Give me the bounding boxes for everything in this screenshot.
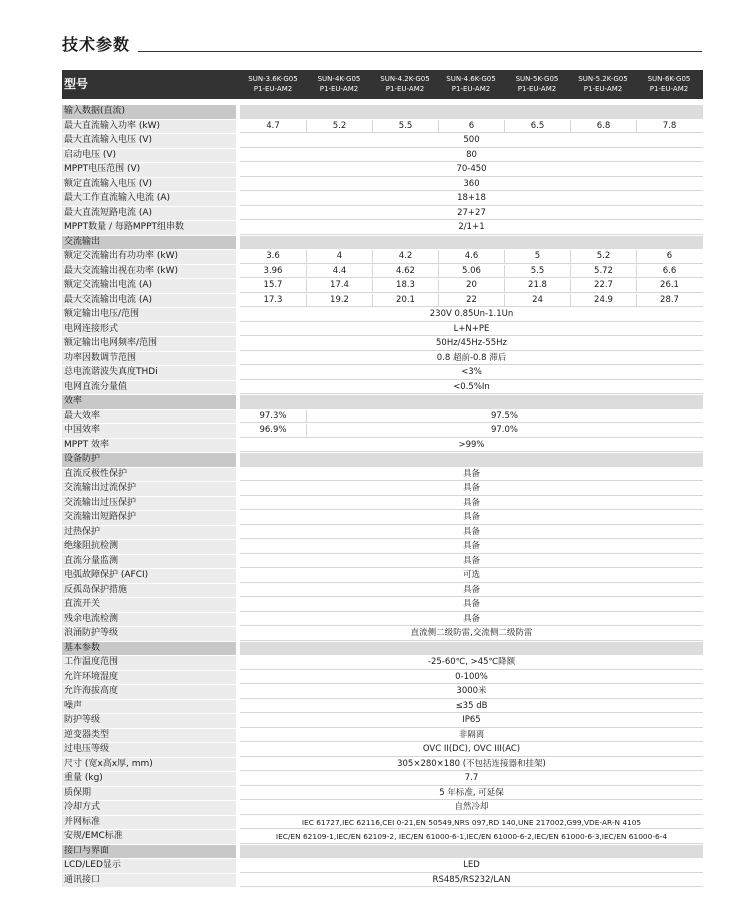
value-cells [240,163,703,177]
parameter-label: 残余电流检测 [62,613,240,627]
parameter-label: 绝缘阻抗检测 [62,540,240,554]
value-cells [240,613,703,627]
value-cell: 50Hz/45Hz-55Hz [436,338,507,348]
value-cells [240,134,703,148]
value-cell: 20.1 [372,294,438,307]
model-name-line: P1-EU-AM2 [319,85,359,93]
parameter-label: 交流输出过流保护 [62,482,240,496]
value-cells [240,265,703,279]
table-row [62,671,703,686]
parameter-label: 电网直流分量值 [62,381,240,395]
value-cell: IEC 61727,IEC 62116,CEI 0-21,EN 50549,NRS 097,RD 140,UNE 217002,G99,VDE-AR-N 4105 [301,817,642,827]
value-cells [240,207,703,221]
parameter-label: 交流输出过压保护 [62,497,240,511]
parameter-label: MPPT 效率 [62,439,240,453]
value-cell: 3000米 [456,686,487,696]
model-column-header [306,70,372,99]
table-row [62,308,703,323]
value-cells [240,830,703,844]
table-row [62,511,703,526]
table-row [62,381,703,396]
parameter-label: MPPT电压范围 (V) [62,163,240,177]
value-cell: 具备 [462,512,480,522]
parameter-label: 额定交流输出电流 (A) [62,279,240,293]
parameter-label: 过热保护 [62,526,240,540]
value-cell: 直流侧二级防雷,交流侧二级防雷 [410,628,533,638]
value-cell: ≤35 dB [455,700,488,711]
model-name-line: P1-EU-AM2 [253,85,293,93]
section-title: 输入数据(直流) [62,105,240,119]
table-row [62,163,703,178]
value-cell: 0.8 超前-0.8 滞后 [436,352,507,363]
model-name-line: SUN-5.2K-G05 [578,75,628,83]
model-name-line: P1-EU-AM2 [583,85,623,93]
table-row [62,265,703,280]
table-row [62,323,703,338]
value-cells [240,424,703,438]
parameter-label: 额定输出电压/范围 [62,308,240,322]
model-column-header [570,70,636,99]
value-cells [240,192,703,206]
value-cells [240,323,703,337]
parameter-label: LCD/LED显示 [62,859,240,873]
parameter-label: 安规/EMC标准 [62,830,240,844]
table-row [62,584,703,599]
parameter-label: 总电流谐波失真度THDi [62,366,240,380]
table-body [62,105,703,888]
value-cell: 5.72 [570,265,636,278]
parameter-label: 最大工作直流输入电流 (A) [62,192,240,206]
value-cells [240,236,703,250]
value-cells [240,221,703,235]
value-cells [240,439,703,453]
value-cell: 具备 [462,468,480,479]
table-row [62,729,703,744]
table-row [62,279,703,294]
value-cell: <3% [461,367,482,377]
value-cells [240,366,703,380]
value-cells [240,671,703,685]
model-column-header [372,70,438,99]
value-cells [240,758,703,772]
model-name-line: SUN-6K-G05 [647,75,691,83]
value-cell: 230V 0.85Un-1.1Un [429,309,514,319]
table-row [62,526,703,541]
value-cells [240,627,703,641]
value-cell: 4.6 [438,250,504,263]
value-cells [240,845,703,859]
value-cell: 4.2 [372,250,438,263]
value-cells [240,120,703,134]
value-cell: 19.2 [306,294,372,307]
parameter-label: 允许环境湿度 [62,671,240,685]
parameter-label: 过电压等级 [62,743,240,757]
page-title: 技术参数 [62,35,138,55]
table-row [62,700,703,715]
parameter-label: 尺寸 (宽x高x厚, mm) [62,758,240,772]
value-cells [240,105,703,119]
value-cells [240,149,703,163]
value-cell: IEC/EN 62109-1,IEC/EN 62109-2, IEC/EN 61000-6-1,IEC/EN 61000-6-2,IEC/EN 61000-6-3,IEC/EN 61000-6-4 [275,832,668,841]
value-cell: 96.9% [259,425,287,435]
value-cell: 自然冷却 [454,802,489,812]
value-cells [240,642,703,656]
value-cell: 4.4 [306,265,372,278]
value-cell: 500 [463,135,480,145]
value-cell: 具备 [462,584,480,595]
table-row [62,859,703,874]
parameter-label: 逆变器类型 [62,729,240,743]
value-cell: 17.3 [263,294,283,305]
value-cells [240,511,703,525]
model-column-header [504,70,570,99]
table-row [62,816,703,831]
value-cell: <0.5%In [453,381,490,392]
value-cells [240,801,703,815]
table-row [62,656,703,671]
value-cell: >99% [458,439,485,450]
parameter-label: 最大交流输出视在功率 (kW) [62,265,240,279]
parameter-label: 直流开关 [62,598,240,612]
value-cell: 80 [466,149,477,160]
table-row [62,497,703,512]
model-name-line: P1-EU-AM2 [451,85,491,93]
model-name-line: P1-EU-AM2 [385,85,425,93]
table-row [62,178,703,193]
value-cells [240,540,703,554]
value-cells [240,279,703,293]
title-underline [62,51,702,52]
value-cell: 97.0% [306,424,702,437]
value-cells [240,584,703,598]
model-name-line: SUN-4K-G05 [317,75,361,83]
table-row [62,352,703,367]
value-cell: 7.7 [464,773,479,783]
value-cell: 28.7 [636,294,702,307]
value-cells [240,453,703,467]
model-name-line: P1-EU-AM2 [517,85,557,93]
table-row [62,714,703,729]
table-row [62,424,703,439]
section-title: 交流输出 [62,236,240,250]
value-cells [240,816,703,830]
value-cell: L+N+PE [453,323,490,334]
model-name-line: SUN-5K-G05 [515,75,559,83]
section-header-row [62,395,703,410]
parameter-label: 工作温度范围 [62,656,240,670]
value-cell: 具备 [462,599,480,609]
table-row [62,743,703,758]
value-cells [240,685,703,699]
value-cell: 5 年标准, 可延保 [439,787,504,798]
value-cell: 27+27 [457,207,486,218]
value-cells [240,337,703,351]
parameter-label: 启动电压 (V) [62,149,240,163]
table-row [62,250,703,265]
section-header-row [62,642,703,657]
value-cells [240,381,703,395]
model-column-header [240,70,306,99]
parameter-label: MPPT数量 / 每路MPPT组串数 [62,221,240,235]
table-row [62,801,703,816]
value-cell: IP65 [462,715,481,725]
value-cells [240,874,703,888]
parameter-label: 最大直流短路电流 (A) [62,207,240,221]
parameter-label: 额定直流输入电压 (V) [62,178,240,192]
parameter-label: 防护等级 [62,714,240,728]
value-cell: 97.3% [259,410,287,421]
value-cell: 具备 [462,483,480,493]
table-row [62,294,703,309]
spec-table [62,70,703,888]
table-row [62,366,703,381]
value-cell: 22.7 [570,279,636,292]
value-cell: 5.5 [372,120,438,133]
value-cells [240,294,703,308]
value-cells [240,526,703,540]
value-cells [240,598,703,612]
value-cell: 4.62 [372,265,438,278]
value-cells [240,178,703,192]
table-header [62,70,703,99]
table-row [62,613,703,628]
table-row [62,120,703,135]
parameter-label: 直流分量监测 [62,555,240,569]
value-cell: 具备 [462,555,480,566]
parameter-label: 反孤岛保护措施 [62,584,240,598]
table-row [62,830,703,845]
value-cell: 21.8 [504,279,570,292]
value-cells [240,352,703,366]
value-cell: 17.4 [306,279,372,292]
value-cell: 具备 [462,497,480,508]
value-cell: 可选 [462,570,480,580]
value-cell: OVC II(DC), OVC III(AC) [422,744,521,754]
value-cells [240,569,703,583]
table-row [62,337,703,352]
value-cells [240,308,703,322]
value-cells [240,656,703,670]
table-row [62,192,703,207]
parameter-label: 直流反极性保护 [62,468,240,482]
table-row [62,149,703,164]
value-cells [240,729,703,743]
value-cell: 15.7 [263,280,283,290]
table-row [62,598,703,613]
value-cell: 6 [636,250,702,263]
section-header-row [62,845,703,860]
model-column-header [438,70,504,99]
parameter-label: 最大直流输入功率 (kW) [62,120,240,134]
parameter-label: 允许海拔高度 [62,685,240,699]
value-cells [240,555,703,569]
table-row [62,468,703,483]
value-cells [240,787,703,801]
value-cell: 具备 [462,526,480,537]
value-cells [240,859,703,873]
parameter-label: 电网连接形式 [62,323,240,337]
value-cell: 305×280×180 (不包括连接器和挂架) [397,758,546,769]
section-title: 设备防护 [62,453,240,467]
value-cell: 非隔离 [458,729,485,740]
table-row [62,439,703,454]
parameter-label: 中国效率 [62,424,240,438]
value-cell: 18+18 [457,193,486,203]
value-cell: 具备 [462,613,480,624]
table-row [62,134,703,149]
value-cells [240,410,703,424]
parameter-label: 浪涌防护等级 [62,627,240,641]
value-cell: 6.5 [504,120,570,133]
table-row [62,569,703,584]
table-row [62,772,703,787]
value-cells [240,772,703,786]
value-cells [240,482,703,496]
parameter-label: 冷却方式 [62,801,240,815]
value-cell: 97.5% [306,410,702,423]
value-cell: 70-450 [456,164,487,174]
value-cell: RS485/RS232/LAN [432,874,511,885]
parameter-label: 最大直流输入电压 (V) [62,134,240,148]
title-area [62,35,702,55]
parameter-label: 电弧故障保护 (AFCI) [62,569,240,583]
value-cell: 5.2 [570,250,636,263]
model-name-line: SUN-3.6K-G05 [248,75,298,83]
parameter-label: 噪声 [62,700,240,714]
value-cells [240,743,703,757]
value-cell: 6.6 [636,265,702,278]
value-cell: 4.7 [266,120,280,131]
value-cell: 24.9 [570,294,636,307]
value-cells [240,497,703,511]
model-name-line: P1-EU-AM2 [649,85,689,93]
value-cell: 5 [504,250,570,263]
value-cell: 5.2 [306,120,372,133]
value-cell: 0-100% [455,671,488,682]
value-cell: 22 [438,294,504,307]
table-row [62,627,703,642]
table-row [62,410,703,425]
value-cells [240,700,703,714]
table-row [62,555,703,570]
model-name-line: SUN-4.6K-G05 [446,75,496,83]
value-cell: 具备 [462,541,480,551]
parameter-label: 最大交流输出电流 (A) [62,294,240,308]
model-column-header [636,70,702,99]
section-header-row [62,453,703,468]
table-row [62,482,703,497]
parameter-label: 重量 (kg) [62,772,240,786]
value-cell: 3.96 [263,265,283,276]
model-name-line: SUN-4.2K-G05 [380,75,430,83]
table-row [62,207,703,222]
value-cell: 20 [438,279,504,292]
value-cell: 18.3 [372,279,438,292]
value-cell: 6 [438,120,504,133]
table-row [62,685,703,700]
value-cell: 24 [504,294,570,307]
parameter-label: 并网标准 [62,816,240,830]
model-header-label: 型号 [64,77,89,91]
section-title: 效率 [62,395,240,409]
value-cell: 5.5 [504,265,570,278]
value-cells [240,395,703,409]
parameter-label: 最大效率 [62,410,240,424]
parameter-label: 功率因数调节范围 [62,352,240,366]
parameter-label: 质保期 [62,787,240,801]
value-cell: 3.6 [266,251,280,261]
value-cell: 5.06 [438,265,504,278]
value-cell: -25-60℃, >45℃降额 [427,657,516,667]
table-row [62,874,703,889]
value-cell: 7.8 [636,120,702,133]
value-cells [240,250,703,264]
parameter-label: 交流输出短路保护 [62,511,240,525]
parameter-label: 额定交流输出有功功率 (kW) [62,250,240,264]
table-row [62,540,703,555]
value-cells [240,468,703,482]
value-cells [240,714,703,728]
value-cell: LED [463,860,480,870]
parameter-label: 通讯接口 [62,874,240,888]
value-cell: 2/1+1 [458,222,485,232]
parameter-label: 额定输出电网频率/范围 [62,337,240,351]
value-cell: 4 [306,250,372,263]
value-cell: 26.1 [636,279,702,292]
section-title: 接口与界面 [62,845,240,859]
section-header-row [62,105,703,120]
table-row [62,787,703,802]
section-header-row [62,236,703,251]
value-cell: 360 [463,178,480,189]
value-cell: 6.8 [570,120,636,133]
section-title: 基本参数 [62,642,240,656]
table-row [62,758,703,773]
table-row [62,221,703,236]
